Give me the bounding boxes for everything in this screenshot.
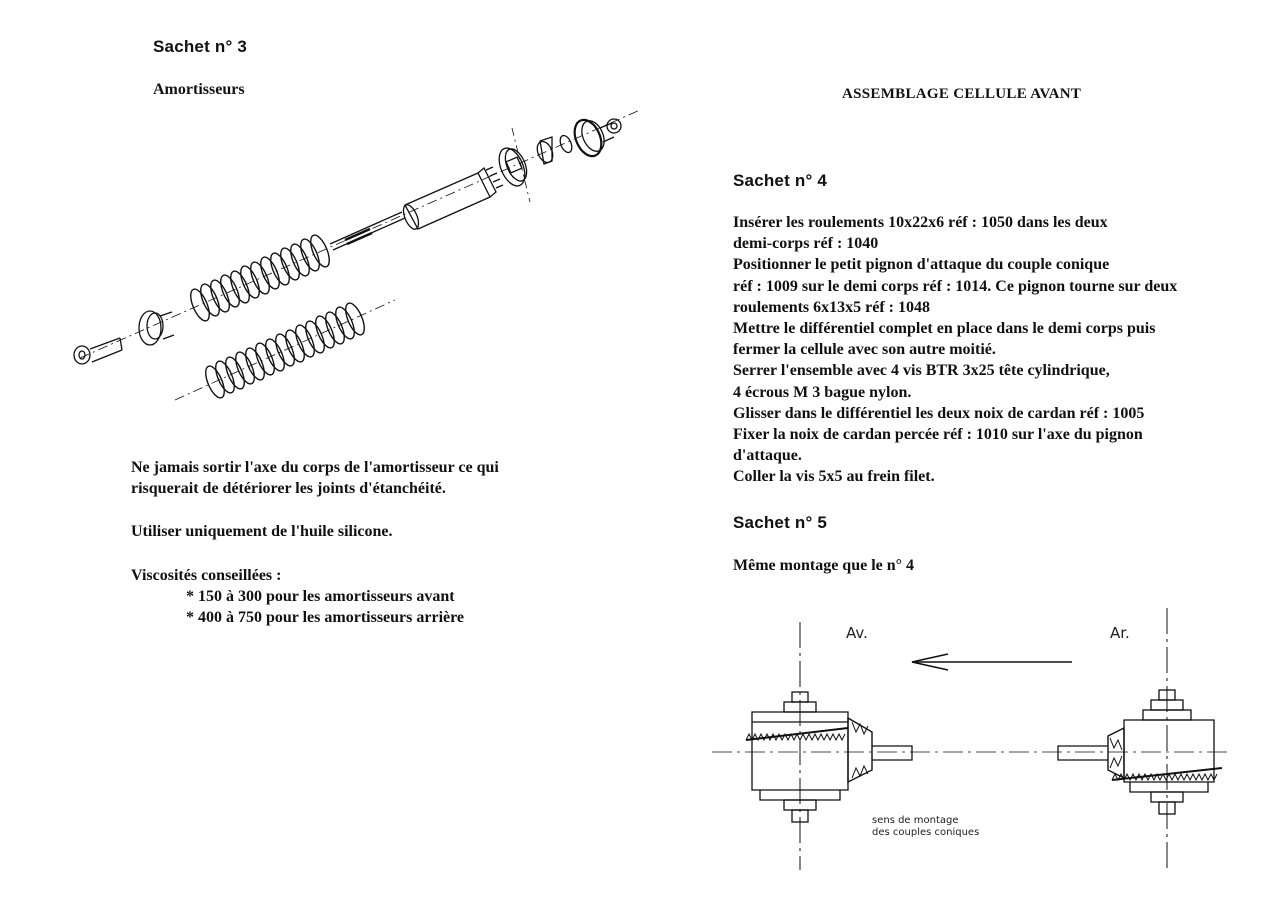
instruction-line: Fixer la noix de cardan percée réf : 1010 sur l'axe du pignon	[733, 426, 1143, 444]
caption-line-2: des couples coniques	[872, 827, 980, 838]
sachet-3-subtitle: Amortisseurs	[153, 81, 245, 98]
caption-line-1: sens de montage	[872, 815, 959, 826]
instruction-line: 4 écrous M 3 bague nylon.	[733, 383, 912, 401]
sachet-4-title: Sachet n° 4	[733, 171, 828, 190]
diagram-caption	[872, 815, 979, 839]
viscosity-title: Viscosités conseillées :	[131, 567, 282, 584]
viscosity-item-front: * 150 à 300 pour les amortisseurs avant	[186, 588, 455, 605]
oil-note: Utiliser uniquement de l'huile silicone.	[131, 523, 393, 540]
instruction-line: Coller la vis 5x5 au frein filet.	[733, 468, 935, 486]
section-title: ASSEMBLAGE CELLULE AVANT	[842, 86, 1082, 102]
instruction-line: Insérer les roulements 10x22x6 réf : 1050 dans les deux	[733, 214, 1108, 231]
sachet-5-text: Même montage que le n° 4	[733, 557, 915, 574]
label-front: Av.	[846, 624, 868, 642]
instruction-line: roulements 6x13x5 réf : 1048	[733, 298, 930, 316]
sachet-3-title: Sachet n° 3	[153, 37, 248, 56]
instruction-line: Serrer l'ensemble avec 4 vis BTR 3x25 tête cylindrique,	[733, 362, 1110, 380]
instruction-line: demi-corps réf : 1040	[733, 235, 879, 253]
instruction-line: d'attaque.	[733, 447, 802, 465]
instruction-line: Glisser dans le différentiel les deux noix de cardan réf : 1005	[733, 404, 1145, 422]
instruction-line: réf : 1009 sur le demi corps réf : 1014. Ce pignon tourne sur deux	[733, 277, 1178, 295]
sachet-5-title: Sachet n° 5	[733, 513, 828, 532]
warning-line-2: risquerait de détériorer les joints d'étanchéité.	[131, 480, 446, 498]
viscosity-item-rear: * 400 à 750 pour les amortisseurs arrière	[186, 609, 465, 627]
label-rear: Ar.	[1110, 624, 1130, 642]
warning-line-1: Ne jamais sortir l'axe du corps de l'amortisseur ce qui	[131, 459, 499, 476]
instruction-line: Positionner le petit pignon d'attaque du couple conique	[733, 256, 1110, 274]
instruction-line: Mettre le différentiel complet en place dans le demi corps puis	[733, 320, 1156, 338]
instruction-line: fermer la cellule avec son autre moitié.	[733, 341, 996, 359]
